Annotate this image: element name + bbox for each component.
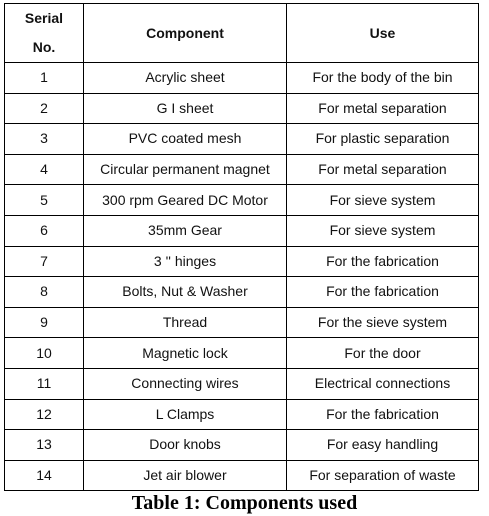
cell-serial: 3 xyxy=(5,124,84,155)
cell-serial: 10 xyxy=(5,338,84,369)
cell-use: For easy handling xyxy=(287,430,479,461)
components-table xyxy=(4,3,479,491)
cell-serial: 14 xyxy=(5,460,84,491)
cell-serial: 4 xyxy=(5,154,84,185)
cell-use: For the sieve system xyxy=(287,307,479,338)
cell-use: For metal separation xyxy=(287,93,479,124)
header-serial-no xyxy=(5,4,84,63)
table-body xyxy=(5,63,479,491)
cell-component: 3 '' hinges xyxy=(84,246,287,277)
header-serial-line1: Serial xyxy=(24,10,64,26)
table-row xyxy=(5,93,479,124)
cell-use: For metal separation xyxy=(287,154,479,185)
header-use: Use xyxy=(287,4,479,63)
cell-component: L Clamps xyxy=(84,399,287,430)
table-header-row xyxy=(5,4,479,63)
cell-component: Connecting wires xyxy=(84,368,287,399)
cell-component: PVC coated mesh xyxy=(84,124,287,155)
table-row xyxy=(5,63,479,94)
cell-component: Thread xyxy=(84,307,287,338)
table-row xyxy=(5,215,479,246)
cell-serial: 7 xyxy=(5,246,84,277)
cell-use: For the fabrication xyxy=(287,246,479,277)
cell-use: For the fabrication xyxy=(287,399,479,430)
table-row xyxy=(5,460,479,491)
cell-component: Jet air blower xyxy=(84,460,287,491)
table-row xyxy=(5,185,479,216)
cell-use: For the door xyxy=(287,338,479,369)
cell-serial: 12 xyxy=(5,399,84,430)
cell-use: For the body of the bin xyxy=(287,63,479,94)
header-component: Component xyxy=(84,4,287,63)
cell-component: 300 rpm Geared DC Motor xyxy=(84,185,287,216)
cell-use: For sieve system xyxy=(287,215,479,246)
cell-component: Acrylic sheet xyxy=(84,63,287,94)
cell-component: G I sheet xyxy=(84,93,287,124)
components-table-container xyxy=(4,3,478,491)
table-row xyxy=(5,246,479,277)
cell-component: 35mm Gear xyxy=(84,215,287,246)
table-row xyxy=(5,338,479,369)
cell-component: Door knobs xyxy=(84,430,287,461)
table-caption: Table 1: Components used xyxy=(131,492,358,514)
cell-serial: 2 xyxy=(5,93,84,124)
table-row xyxy=(5,368,479,399)
table-row xyxy=(5,154,479,185)
cell-component: Circular permanent magnet xyxy=(84,154,287,185)
table-row xyxy=(5,277,479,308)
table-row xyxy=(5,430,479,461)
cell-use: For plastic separation xyxy=(287,124,479,155)
cell-use: For sieve system xyxy=(287,185,479,216)
cell-use: For separation of waste xyxy=(287,460,479,491)
cell-serial: 6 xyxy=(5,215,84,246)
cell-use: For the fabrication xyxy=(287,277,479,308)
cell-component: Magnetic lock xyxy=(84,338,287,369)
cell-serial: 8 xyxy=(5,277,84,308)
cell-component: Bolts, Nut & Washer xyxy=(84,277,287,308)
table-row xyxy=(5,399,479,430)
header-serial-line2: No. xyxy=(32,39,56,55)
cell-use: Electrical connections xyxy=(287,368,479,399)
cell-serial: 1 xyxy=(5,63,84,94)
table-row xyxy=(5,124,479,155)
table-row xyxy=(5,307,479,338)
cell-serial: 5 xyxy=(5,185,84,216)
cell-serial: 9 xyxy=(5,307,84,338)
cell-serial: 13 xyxy=(5,430,84,461)
cell-serial: 11 xyxy=(5,368,84,399)
